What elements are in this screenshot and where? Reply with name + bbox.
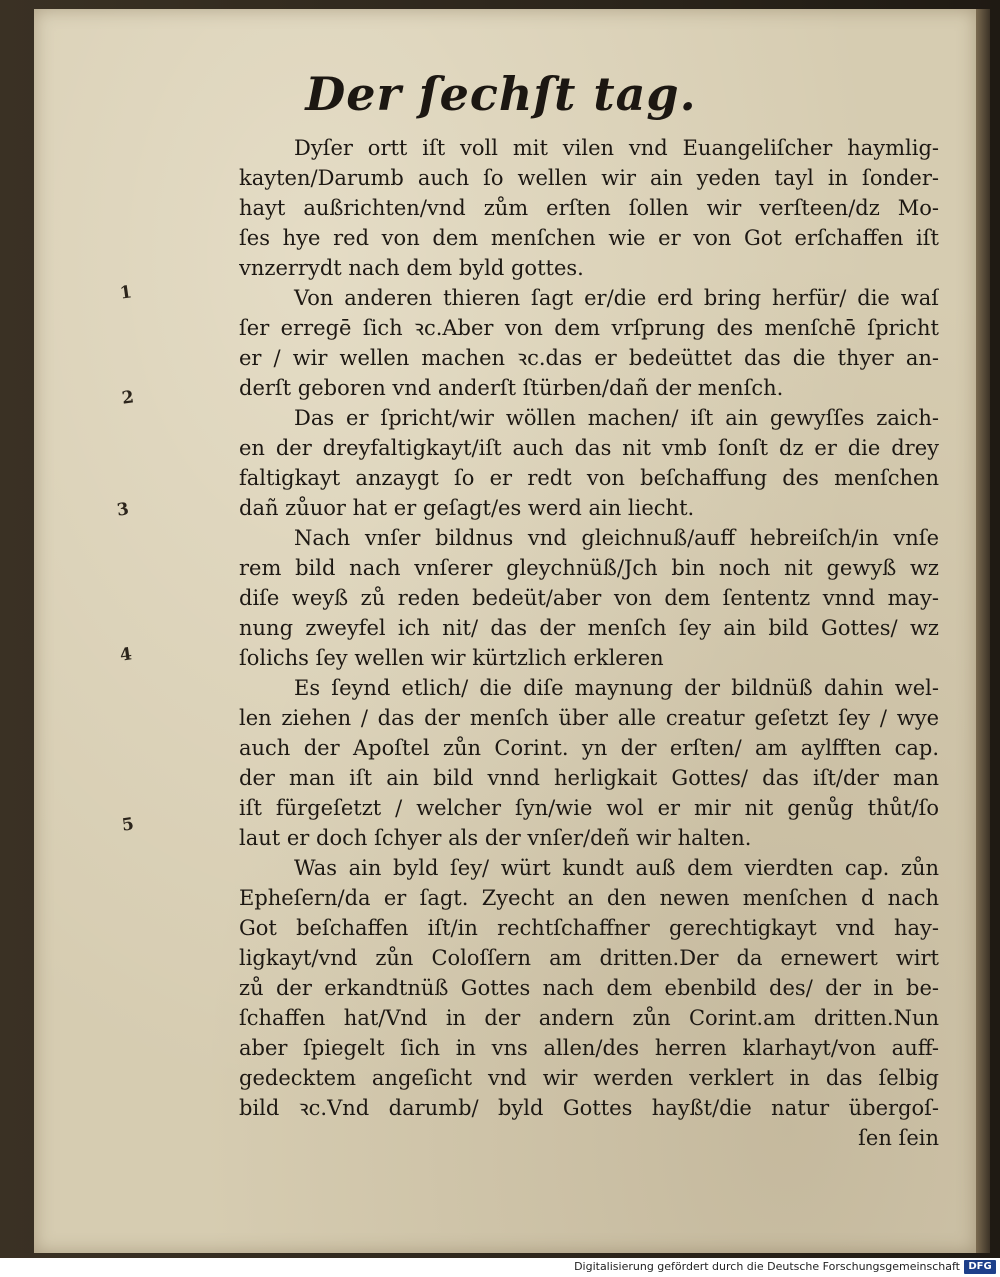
text-line: hayt außrichten/vnd zům erſten ſollen wir verſteen/dz Mo-: [239, 196, 939, 220]
text-line: laut er doch ſchyer als der vnſer/deñ wir halten.: [239, 826, 752, 850]
text-line: dañ zůuor hat er geſagt/es werd ain liecht.: [239, 496, 695, 520]
text-line: derſt geboren vnd anderſt ſtürben/dañ der menſch.: [239, 376, 784, 400]
text-line: kayten/Darumb auch ſo wellen wir ain yeden tayl in ſonder-: [239, 166, 939, 190]
text-line: ſer erregē ſich ꝛc.Aber von dem vrſprung des menſchē ſpricht: [239, 316, 939, 340]
text-line: Was ain byld ſey/ würt kundt auß dem vierdten cap. zůn: [294, 856, 939, 880]
text-line: ſes hye red von dem menſchen wie er von Got erſchaffen iſt: [239, 226, 939, 250]
margin-note: 5: [120, 814, 136, 836]
text-line: len ziehen / das der menſch über alle creatur geſetzt ſey / wye: [239, 706, 939, 730]
margin-note: 4: [118, 644, 134, 666]
text-line: iſt fürgeſetzt / welcher ſyn/wie wol er mir nit genůg thůt/ſo: [239, 796, 939, 820]
text-line: Epheſern/da er ſagt. Zyecht an den newen menſchen d nach: [239, 886, 939, 910]
text-line: ſolichs ſey wellen wir kürtzlich erkleren: [239, 646, 664, 670]
dfg-logo: DFG: [964, 1260, 996, 1274]
text-line: der man iſt ain bild vnnd herligkait Gottes/ das iſt/der man: [239, 766, 939, 790]
text-line: er / wir wellen machen ꝛc.das er bedeüttet das die thyer an-: [239, 346, 939, 370]
margin-note: 3: [115, 499, 131, 521]
book-page: [34, 9, 976, 1253]
text-line: ligkayt/vnd zůn Coloſſern am dritten.Der da ernewert wirt: [239, 946, 939, 970]
text-line: Es ſeynd etlich/ die diſe maynung der bildnüß dahin wel-: [294, 676, 939, 700]
text-line: Von anderen thieren ſagt er/die erd bring herfür/ die waſ: [294, 286, 939, 310]
text-line: gedecktem angeſicht vnd wir werden verklert in das ſelbig: [239, 1066, 939, 1090]
text-line: Nach vnſer bildnus vnd gleichnuß/auff hebreiſch/in vnſe: [294, 526, 939, 550]
text-line: bild ꝛc.Vnd darumb/ byld Gottes hayßt/die natur übergoſ-: [239, 1096, 939, 1120]
text-line: vnzerrydt nach dem byld gottes.: [239, 256, 584, 280]
text-line: diſe weyß zů reden bedeüt/aber von dem ſententz vnnd may-: [239, 586, 939, 610]
text-line: en der dreyfaltigkayt/iſt auch das nit vmb ſonſt dz er die drey: [239, 436, 939, 460]
margin-note: 1: [118, 282, 134, 304]
text-line: auch der Apoſtel zůn Corint. yn der erſten/ am aylfften cap.: [239, 736, 939, 760]
footer-credit: Digitalisierung gefördert durch die Deutsche Forschungsgemeinschaft: [574, 1260, 960, 1273]
text-line: rem bild nach vnſerer gleychnüß/Jch bin noch nit gewyß wz: [239, 556, 939, 580]
text-line: ſchaffen hat/Vnd in der andern zůn Corint.am dritten.Nun: [239, 1006, 939, 1030]
footer-bar: [0, 1258, 1000, 1277]
text-line: Got beſchaffen iſt/in rechtſchaffner gerechtigkayt vnd hay-: [239, 916, 939, 940]
text-line: faltigkayt anzaygt ſo er redt von beſchaffung des menſchen: [239, 466, 939, 490]
text-line: nung zweyfel ich nit/ das der menſch ſey ain bild Gottes/ wz: [239, 616, 939, 640]
page-edge: [976, 9, 990, 1253]
text-line: aber ſpiegelt ſich in vns allen/des herren klarhayt/von auff-: [239, 1036, 939, 1060]
text-line: Dyſer ortt iſt voll mit vilen vnd Euangeliſcher haymlig-: [294, 136, 939, 160]
page-title: Der ſechſt tag.: [305, 67, 697, 121]
margin-note: 2: [120, 387, 136, 409]
text-line: zů der erkandtnüß Gottes nach dem ebenbild des/ der in be-: [239, 976, 939, 1000]
text-line: Das er ſpricht/wir wöllen machen/ iſt ain gewyſſes zaich-: [294, 406, 939, 430]
body-text: [239, 133, 939, 1153]
catchword: ſen ſein: [858, 1126, 939, 1150]
